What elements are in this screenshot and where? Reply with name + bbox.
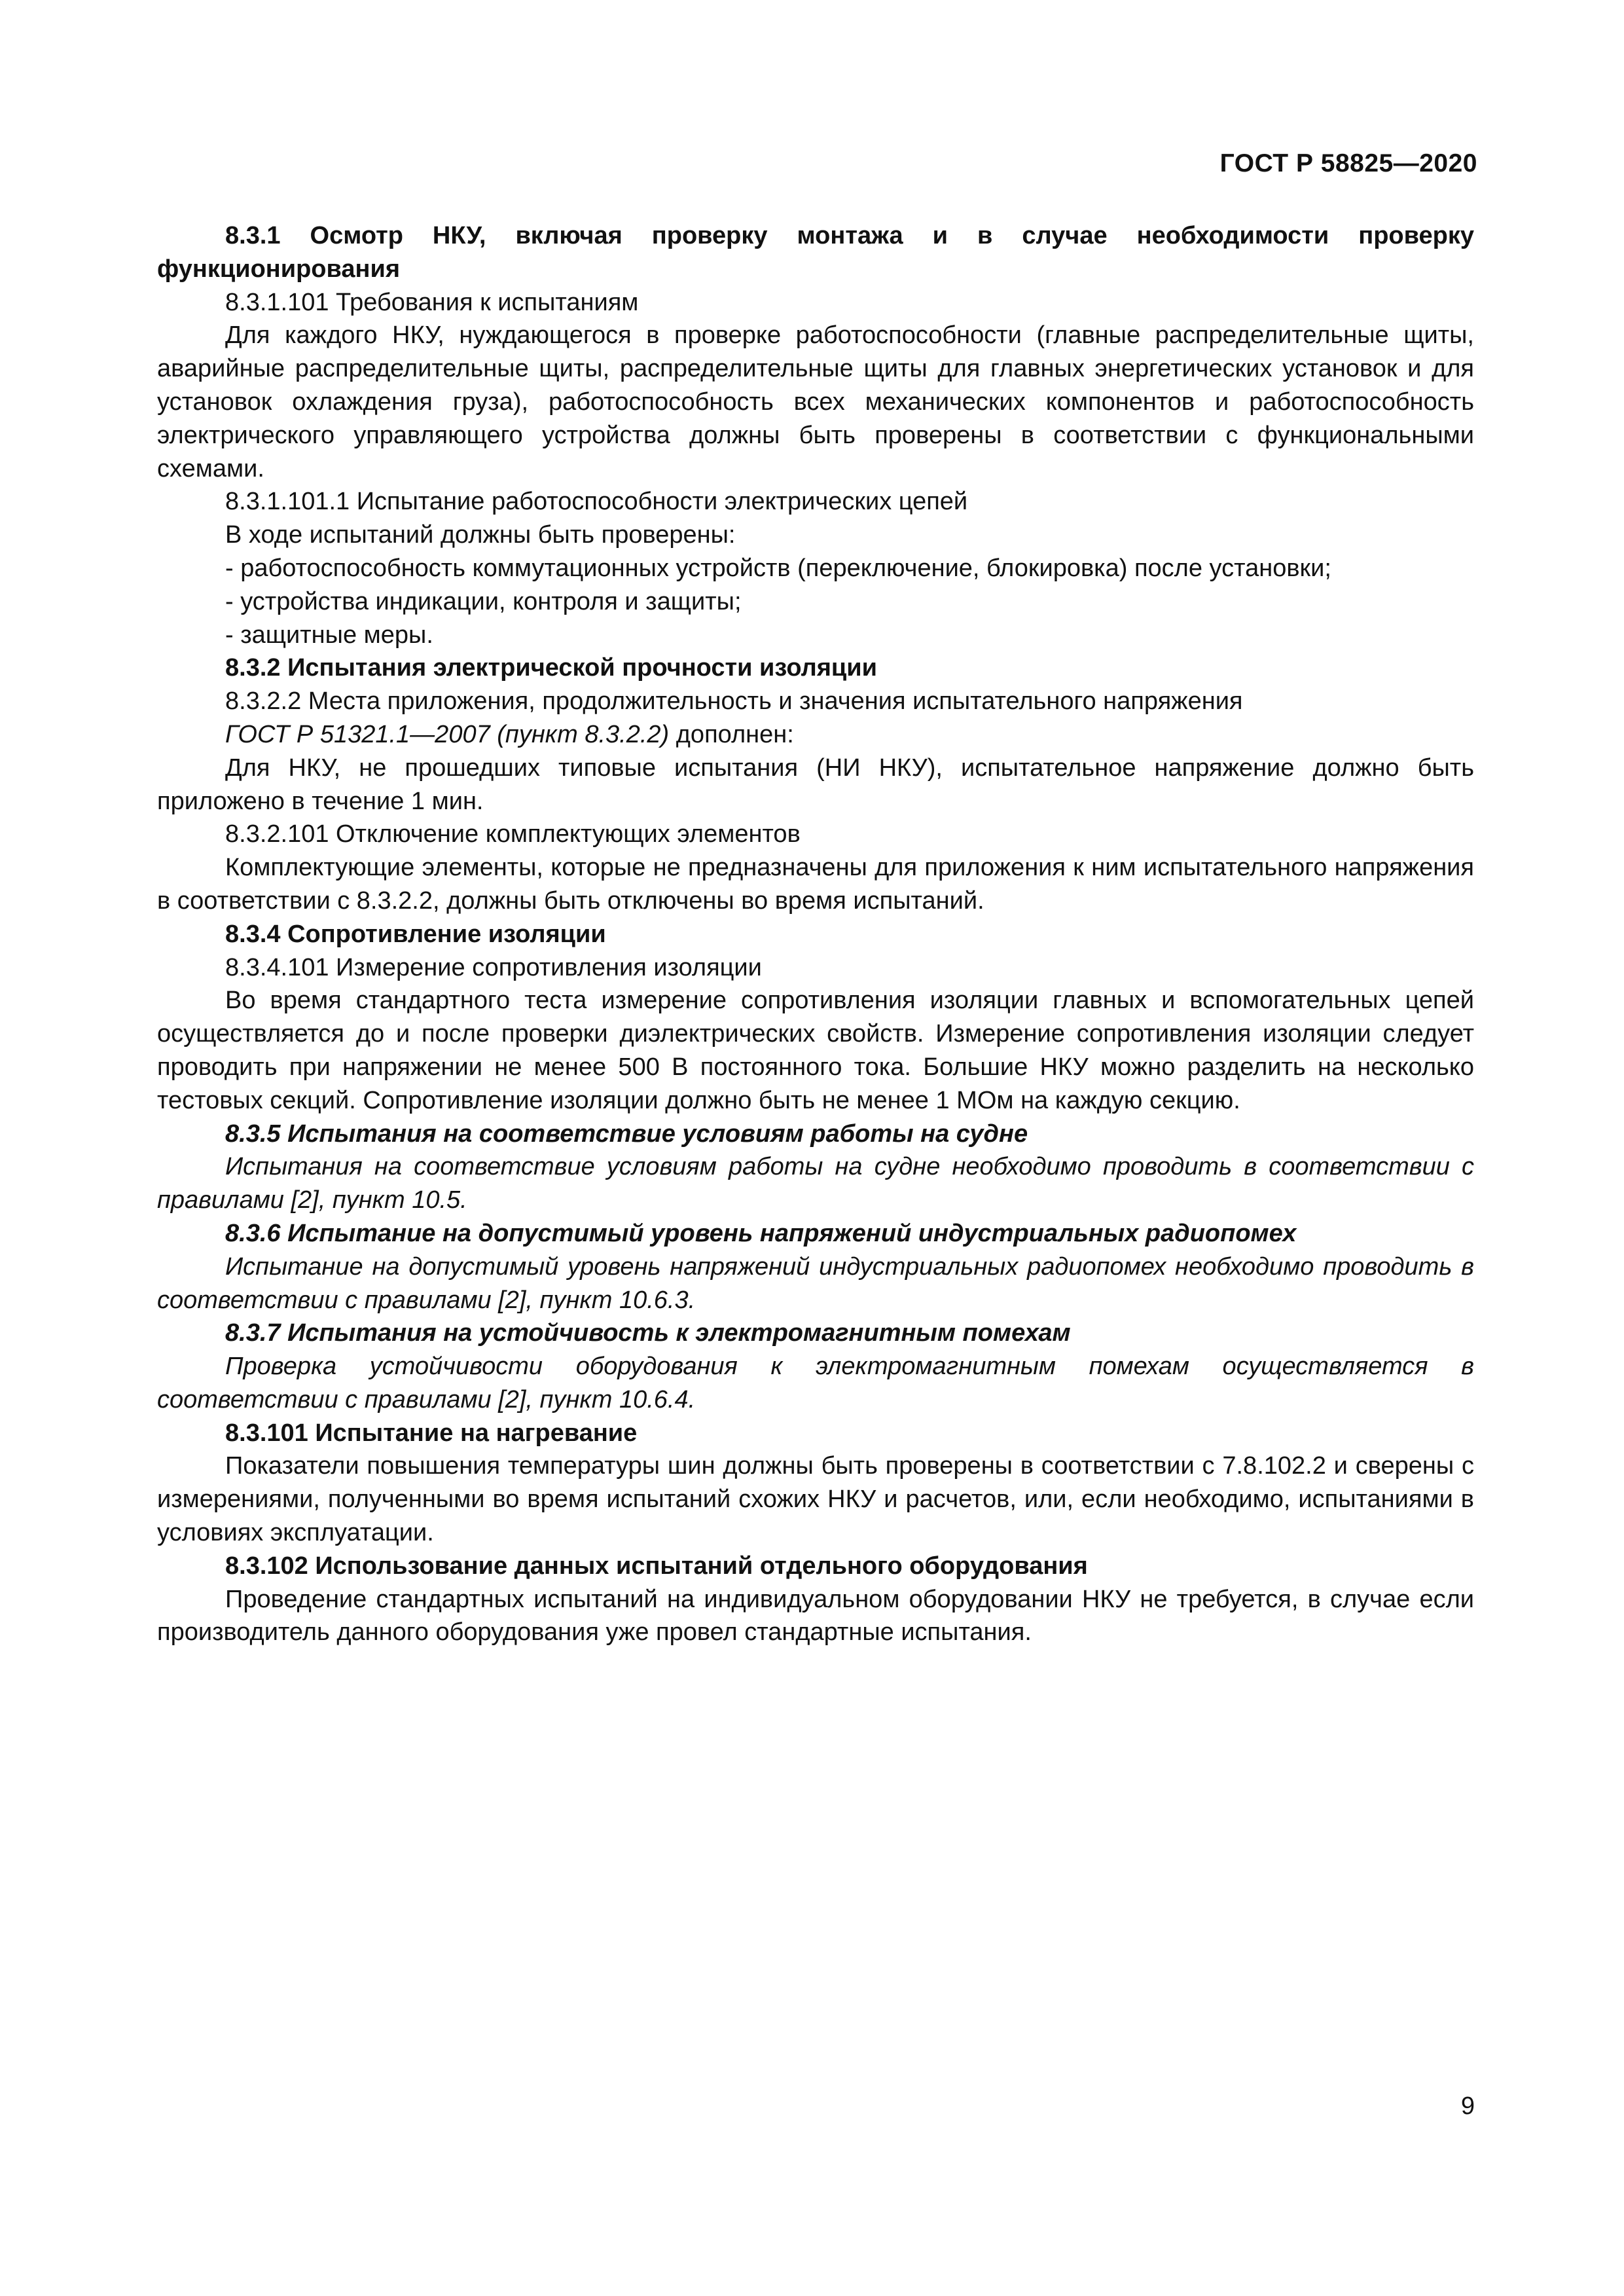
section-8-3-7-heading: 8.3.7 Испытания на устойчивость к электромагнитным помехам <box>225 1319 1071 1347</box>
list-item: - работоспособность коммутационных устройств (переключение, блокировка) после установки; <box>225 554 1331 582</box>
section-8-3-4-101-text: Во время стандартного теста измерение сопротивления изоляции главных и вспомогательных цепей осуществляется до и после проверки диэлектрических свойств. Измерение сопротивления изоляции следует проводить при напряжении не менее 500 В постоянного тока. Большие НКУ можно разделить на несколько тестовых секций. Сопротивление изоляции должно быть не менее 1 МОм на каждую секцию. <box>157 987 1474 1114</box>
section-8-3-4-heading: 8.3.4 Сопротивление изоляции <box>225 920 606 948</box>
section-8-3-2-heading: 8.3.2 Испытания электрической прочности изоляции <box>225 654 877 682</box>
section-8-3-5-heading: 8.3.5 Испытания на соответствие условиям работы на судне <box>225 1120 1028 1148</box>
section-8-3-4-101-heading: 8.3.4.101 Измерение сопротивления изоляции <box>225 953 762 981</box>
section-8-3-1-heading: 8.3.1 Осмотр НКУ, включая проверку монтажа и в случае необходимости проверку функционирования <box>157 222 1474 283</box>
section-8-3-2-101-text: Комплектующие элементы, которые не предназначены для приложения к ним испытательного напряжения в соответствии с 8.3.2.2, должны быть отключены во время испытаний. <box>157 854 1474 915</box>
document-body <box>157 219 1474 1649</box>
document-code-header: ГОСТ Р 58825—2020 <box>1219 149 1477 177</box>
section-8-3-6-heading: 8.3.6 Испытание на допустимый уровень напряжений индустриальных радиопомех <box>225 1219 1297 1247</box>
section-8-3-1-101-1-intro: В ходе испытаний должны быть проверены: <box>225 521 736 549</box>
section-8-3-7-text: Проверка устойчивости оборудования к электромагнитным помехам осуществляется в соответствии с правилами [2], пункт 10.6.4. <box>157 1353 1474 1413</box>
section-8-3-5-text: Испытания на соответствие условиям работы на судне необходимо проводить в соответствии с правилами [2], пункт 10.5. <box>157 1153 1474 1214</box>
standard-reference: ГОСТ Р 51321.1—2007 (пункт 8.3.2.2) <box>225 720 670 748</box>
section-8-3-102-heading: 8.3.102 Использование данных испытаний отдельного оборудования <box>225 1552 1088 1580</box>
section-8-3-2-2-reference <box>157 718 1474 752</box>
list-item: - защитные меры. <box>225 621 433 649</box>
section-8-3-2-101-heading: 8.3.2.101 Отключение комплектующих элементов <box>225 820 801 848</box>
list-item: - устройства индикации, контроля и защиты; <box>225 587 742 615</box>
section-8-3-1-101-1-heading: 8.3.1.101.1 Испытание работоспособности электрических цепей <box>225 488 968 516</box>
section-8-3-101-text: Показатели повышения температуры шин должны быть проверены в соответствии с 7.8.102.2 и сверены с измерениями, полученными во время испытаний схожих НКУ и расчетов, или, если необходимо, испытаниями в условиях эксплуатации. <box>157 1452 1474 1547</box>
section-8-3-1-101-text: Для каждого НКУ, нуждающегося в проверке работоспособности (главные распределительные щиты, аварийные распределительные щиты, распределительные щиты для главных энергетических установок и для установок охлаждения груза), работоспособность всех механических компонентов и работоспособность электрического управляющего устройства должны быть проверены в соответствии с функциональными схемами. <box>157 321 1474 483</box>
reference-suffix: дополнен: <box>669 720 794 748</box>
page-number: 9 <box>1460 2092 1475 2120</box>
section-8-3-102-text: Проведение стандартных испытаний на индивидуальном оборудовании НКУ не требуется, в случае если производитель данного оборудования уже провел стандартные испытания. <box>157 1585 1474 1647</box>
section-8-3-6-text: Испытание на допустимый уровень напряжений индустриальных радиопомех необходимо проводить в соответствии с правилами [2], пункт 10.6.3. <box>157 1252 1474 1314</box>
section-8-3-2-2-text: Для НКУ, не прошедших типовые испытания (НИ НКУ), испытательное напряжение должно быть приложено в течение 1 мин. <box>157 754 1474 815</box>
section-8-3-1-101-heading: 8.3.1.101 Требования к испытаниям <box>225 288 639 316</box>
section-8-3-101-heading: 8.3.101 Испытание на нагревание <box>225 1419 638 1447</box>
section-8-3-2-2-heading: 8.3.2.2 Места приложения, продолжительность и значения испытательного напряжения <box>225 687 1243 716</box>
